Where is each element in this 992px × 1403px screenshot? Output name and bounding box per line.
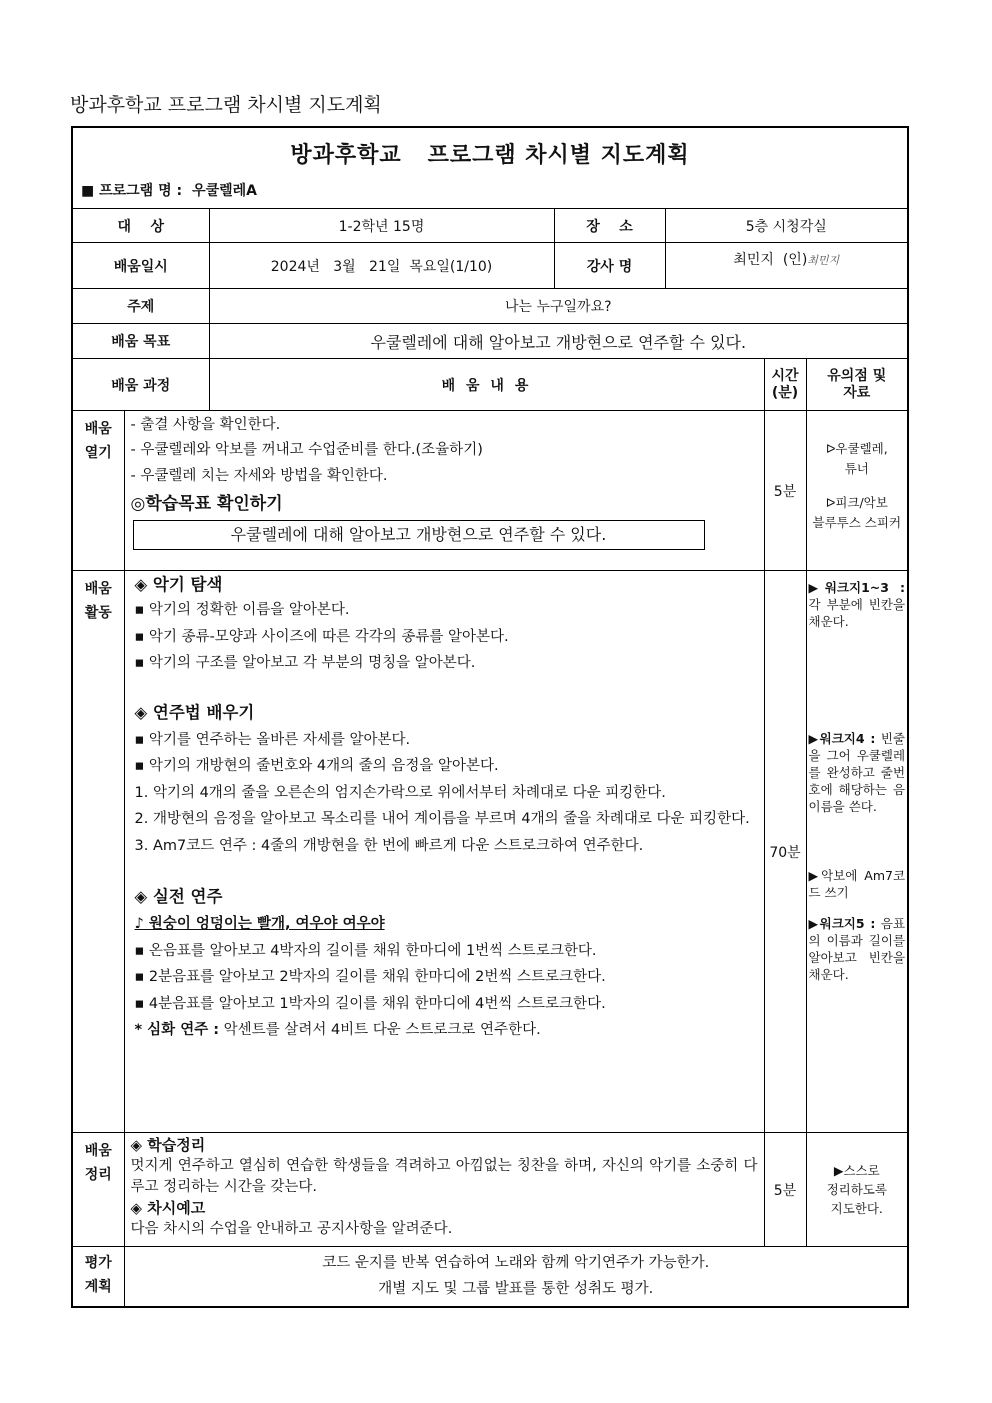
notes-label: 유의점 및 자료 [806,359,908,411]
opening-line: - 출결 사항을 확인한다. [130,417,281,433]
evaluation-line-2: 개별 지도 및 그룹 발표를 통한 성취도 평가. [378,1281,654,1298]
opening-line: - 우쿨렐레와 악보를 꺼내고 수업준비를 한다.(조율하기) [130,442,483,458]
lesson-plan-table [71,126,909,1308]
document-heading: 방과후학교 프로그램 차시별 지도계획 [70,94,382,116]
activity-notes [806,571,908,1133]
worksheet-1-3-label: ▶워크지1~3 : [808,580,906,595]
activity-note-4 [809,915,906,983]
evaluation-content [124,1247,908,1307]
plan-title: 방과후학교 프로그램 차시별 지도계획 [290,143,690,168]
place-label: 장 소 [554,209,665,243]
target-value: 1-2학년 15명 [209,209,554,243]
summary-text: 멋지게 연주하고 열심히 연습한 학생들을 격려하고 아낌없는 칭찬을 하며, 자신의 악기를 소중히 다루고 정리하는 시간을 갖는다. [130,1158,758,1195]
activity-step: 2. 개방현의 음정을 알아보고 목소리를 내어 계이름을 부르며 4개의 줄을 차례대로 다운 피킹한다. [134,811,750,827]
goal-value: 우쿨렐레에 대해 알아보고 개방현으로 연주할 수 있다. [209,324,908,359]
opening-time: 5분 [764,411,806,571]
activity-step: 3. Am7코드 연주 : 4줄의 개방현을 한 번에 빠르게 다운 스트로크하여 연주한다. [134,837,644,854]
activity-item: ▪ 악기의 개방현의 줄번호와 4개의 줄의 음정을 알아본다. [134,758,499,774]
closing-content [124,1133,764,1247]
goal-label: 배움 목표 [72,324,209,359]
section-summary: ◈ 학습정리 [130,1136,206,1154]
opening-line: - 우쿨렐레 치는 자세와 방법을 확인한다. [130,468,388,484]
goal-check-heading: ◎학습목표 확인하기 [130,494,283,514]
evaluation-label: 평가 계획 [72,1247,124,1307]
worksheet-5-label: ▶워크지5 : [808,916,876,931]
advanced-play-text: 악센트를 살려서 4비트 다운 스트로크로 연주한다. [219,1022,541,1038]
worksheet-5-text: 음표의 이름과 길이를 알아보고 빈칸을 채운다. [808,916,906,982]
opening-notes [806,411,908,571]
title-cell [72,127,908,209]
activity-item: ▪ 온음표를 알아보고 4박자의 길이를 채워 한마디에 1번씩 스트로크한다. [134,942,597,959]
activity-note-3: ▶악보에 Am7코드 쓰기 [808,868,906,900]
date-value: 2024년 3월 21일 목요일(1/10) [209,243,554,289]
activity-note-2 [809,730,906,815]
section-playing-method: ◈ 연주법 배우기 [134,702,255,722]
advanced-play-label: * 심화 연주 : [134,1022,220,1038]
program-name: 우쿨렐레A [192,183,258,199]
activity-content [124,571,764,1133]
worksheet-1-3-text: 각 부분에 빈칸을 채운다. [808,597,906,629]
activity-item: ▪ 2분음표를 알아보고 2박자의 길이를 채워 한마디에 2번씩 스트로크한다. [134,969,606,985]
closing-note: ▶스스로 정리하도록 지도한다. [806,1133,908,1247]
time-label: 시간 (분) [764,359,806,411]
teacher-cell [665,243,908,289]
opening-content [124,411,764,571]
closing-label: 배움 정리 [72,1133,124,1247]
closing-time: 5분 [764,1133,806,1247]
activity-item: ▪ 4분음표를 알아보고 1박자의 길이를 채워 한마디에 4번씩 스트로크한다. [134,995,606,1012]
next-lesson-text: 다음 차시의 수업을 안내하고 공지사항을 알려준다. [130,1221,453,1237]
song-title: ♪ 원숭이 엉덩이는 빨개, 여우야 여우야 [134,916,385,932]
place-value: 5층 시청각실 [665,209,908,243]
activity-item: ▪ 악기의 구조를 알아보고 각 부분의 명칭을 알아본다. [134,655,476,671]
activity-note-1 [809,579,906,630]
section-instrument-explore: ◈ 악기 탐색 [134,575,223,594]
activity-item: ▪ 악기 종류-모양과 사이즈에 따른 각각의 종류를 알아본다. [134,628,509,645]
opening-label: 배움 열기 [72,411,124,571]
process-label: 배움 과정 [72,359,209,411]
topic-value: 나는 누구일까요? [209,289,908,324]
topic-label: 주제 [72,289,209,324]
teacher-signature: 최민지 [807,254,840,267]
activity-step: 1. 악기의 4개의 줄을 오른손의 엄지손가락으로 위에서부터 차례대로 다운 피킹한다. [134,784,666,801]
activity-label: 배움 활동 [72,571,124,1133]
activity-item: ▪ 악기의 정확한 이름을 알아본다. [134,602,350,618]
section-next-lesson: ◈ 차시예고 [130,1199,206,1217]
activity-time: 70분 [764,571,806,1133]
target-label: 대 상 [72,209,209,243]
section-real-play: ◈ 실전 연주 [134,887,223,906]
evaluation-line-1: 코드 운지를 반복 연습하여 노래와 함께 악기연주가 가능한가. [322,1255,710,1272]
worksheet-4-label: ▶워크지4 : [808,731,876,746]
content-label: 배 움 내 용 [209,359,764,411]
advanced-play [135,1017,758,1044]
goal-box: 우쿨렐레에 대해 알아보고 개방현으로 연주할 수 있다. [133,520,705,550]
worksheet-4-text: 빈줄을 그어 우쿨렐레를 완성하고 줄번호에 해당하는 음이름을 쓴다. [808,731,906,814]
program-label: ■ 프로그램 명 : [81,183,183,199]
teacher-label: 강사 명 [554,243,665,289]
teacher-value: 최민지 (인) [733,252,808,268]
date-label: 배움일시 [72,243,209,289]
activity-item: ▪ 악기를 연주하는 올바른 자세를 알아본다. [134,731,411,748]
opening-note-2: ᐅ피크/악보 블루투스 스피커 [812,495,902,530]
opening-note-1: ᐅ우쿨렐레, 튜너 [825,441,888,476]
program-name-line [81,180,267,200]
